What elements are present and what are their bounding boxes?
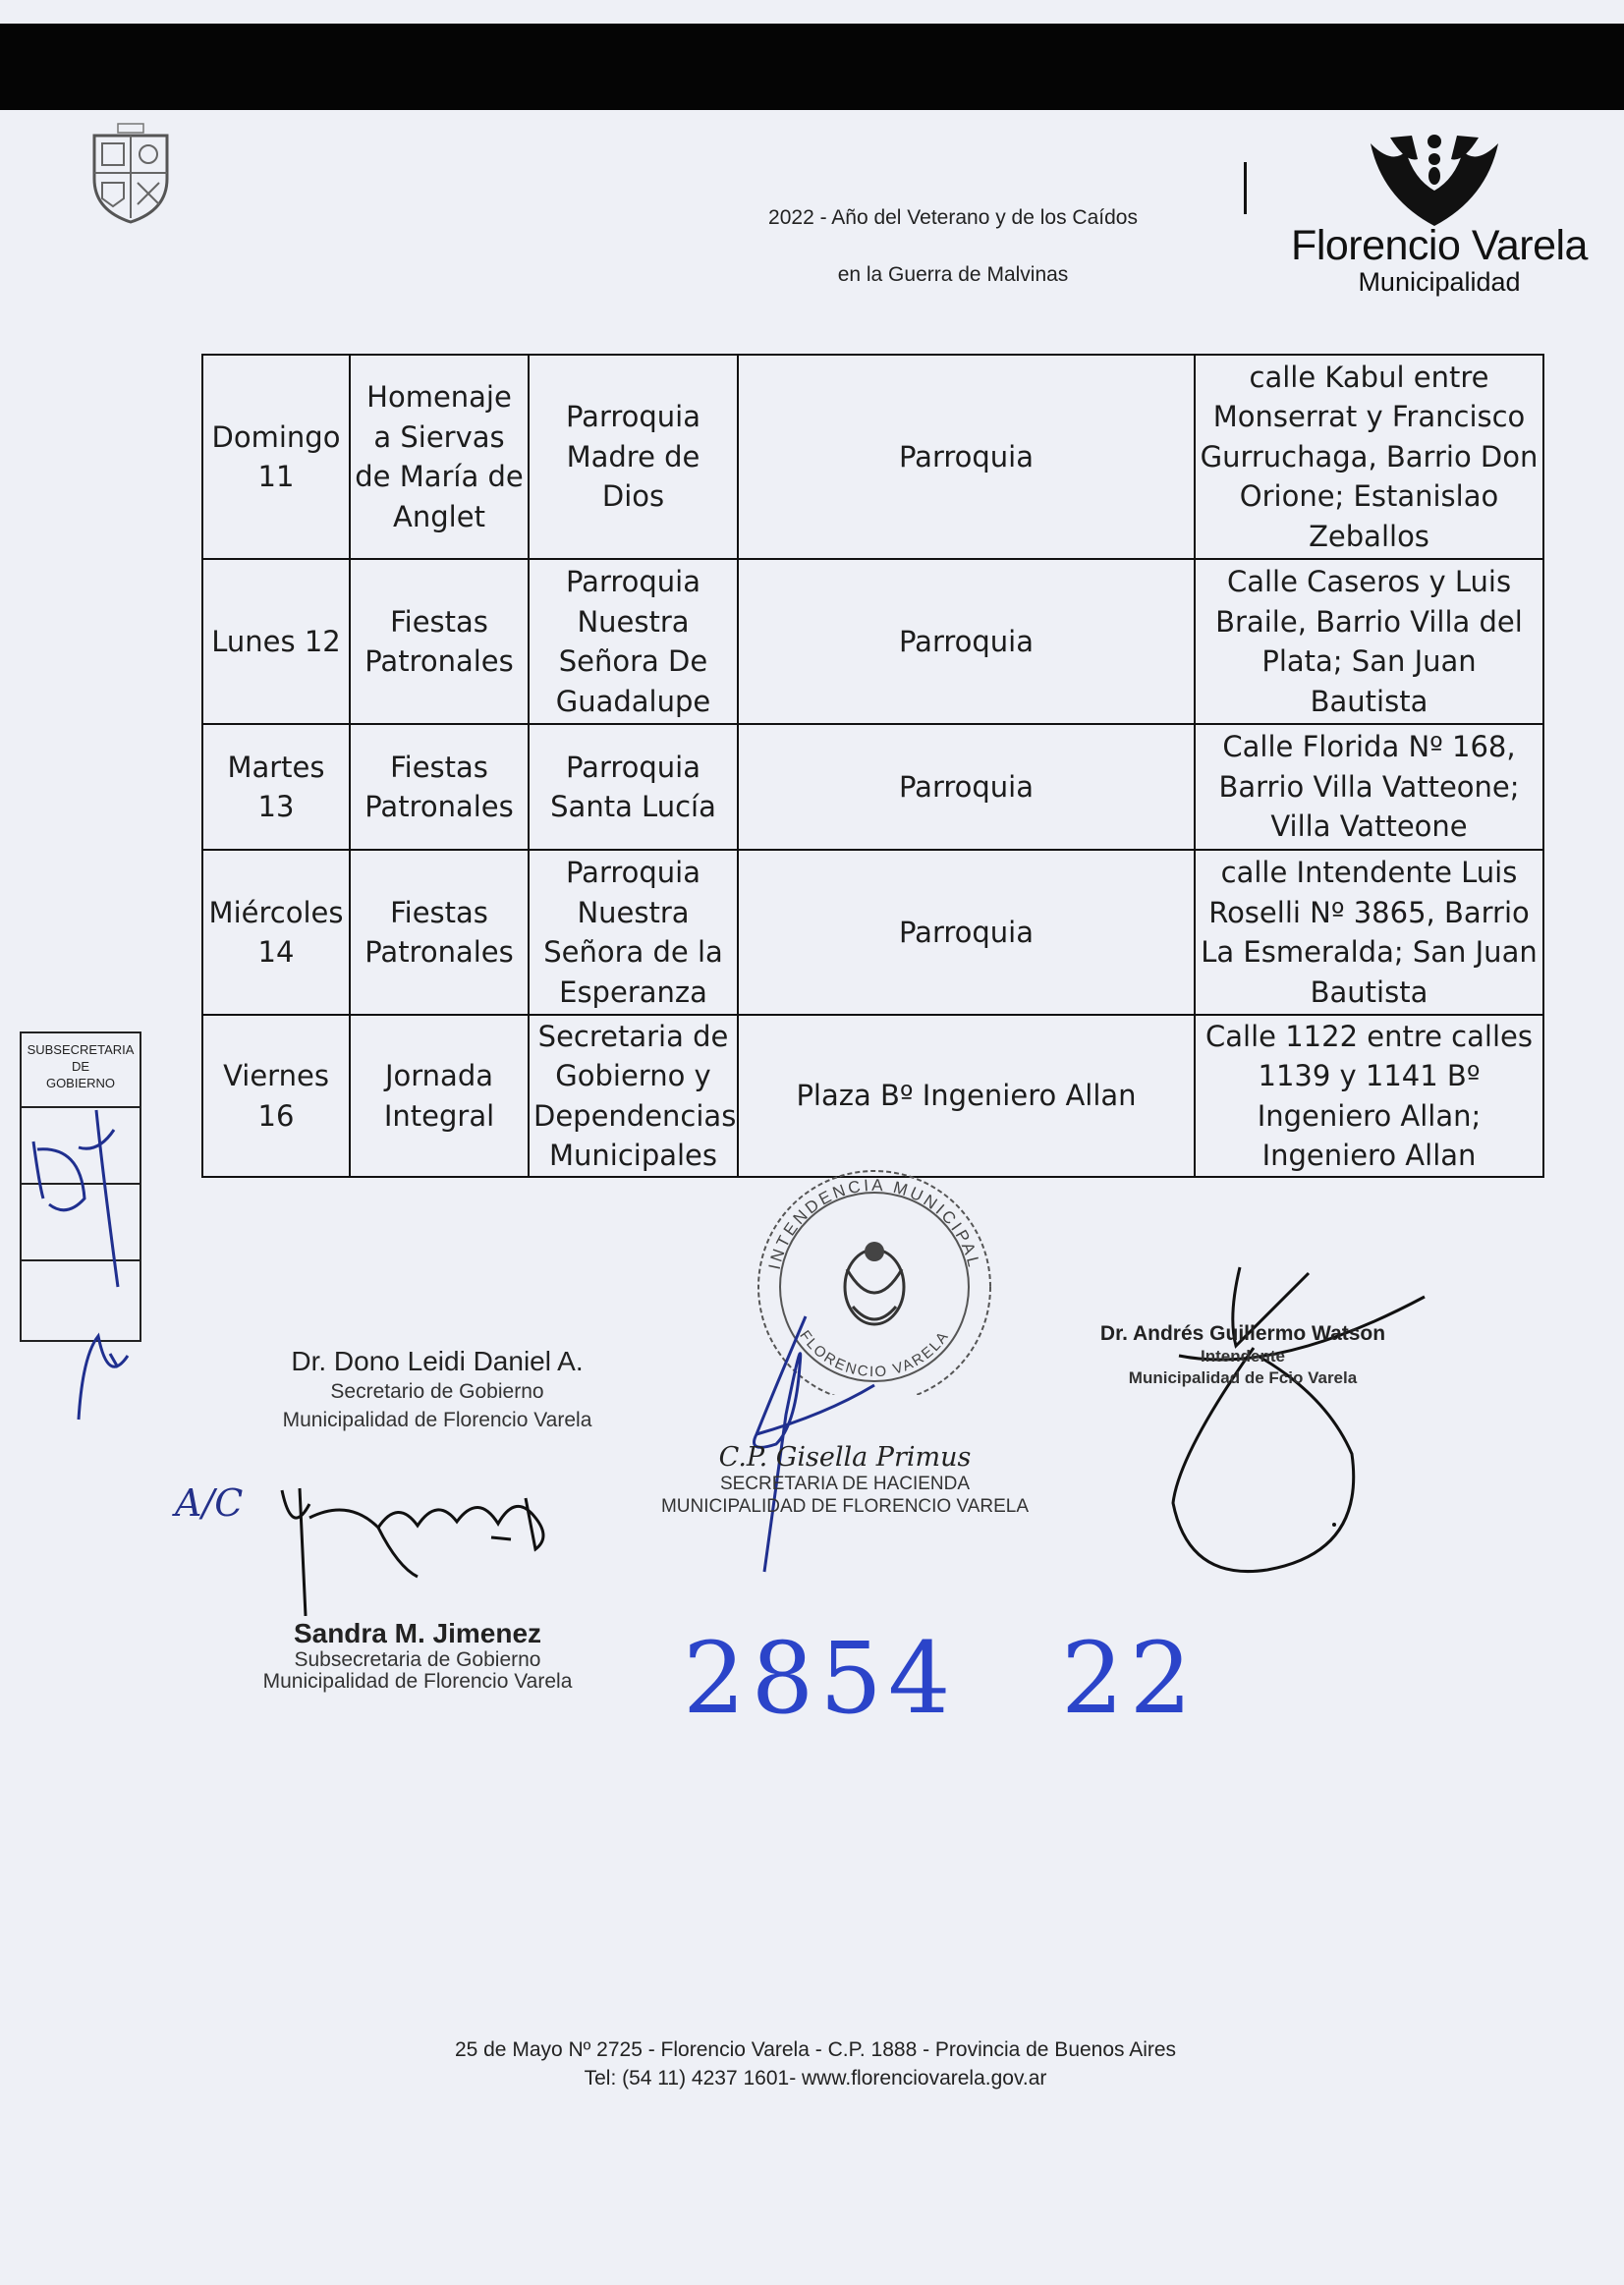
subsecretaria-stamp-box bbox=[20, 1031, 141, 1342]
footer-address: 25 de Mayo Nº 2725 - Florencio Varela - C.P. 1888 - Provincia de Buenos Aires bbox=[454, 2038, 1177, 2061]
stamp-header bbox=[22, 1033, 140, 1108]
stamp-line: SUBSECRETARIA bbox=[27, 1042, 135, 1057]
day-cell: Martes 13 bbox=[202, 724, 350, 850]
organizer-cell: Parroquia Nuestra Señora De Guadalupe bbox=[529, 559, 738, 724]
table-row bbox=[202, 724, 1543, 850]
redaction-bar bbox=[0, 24, 1624, 110]
organizer-cell: Parroquia Nuestra Señora de la Esperanza bbox=[529, 850, 738, 1015]
signer-org: MUNICIPALIDAD DE FLORENCIO VARELA bbox=[660, 1496, 1030, 1517]
signer-name: Dr. Andrés Guillermo Watson bbox=[1099, 1322, 1386, 1345]
sandra-signature bbox=[270, 1469, 565, 1616]
day-cell: Viernes 16 bbox=[202, 1015, 350, 1177]
signer-name: Sandra M. Jimenez bbox=[293, 1618, 542, 1648]
document-number-stamp: 2854 bbox=[683, 1621, 957, 1736]
signer-name: C.P. Gisella Primus bbox=[718, 1442, 972, 1473]
organizer-cell: Parroquia Madre de Dios bbox=[529, 355, 738, 559]
svg-text:FLORENCIO VARELA bbox=[796, 1327, 952, 1380]
day-cell: Lunes 12 bbox=[202, 559, 350, 724]
venue-cell: Parroquia bbox=[738, 850, 1195, 1015]
signer-role: Secretario de Gobierno bbox=[330, 1380, 544, 1403]
seal-top-text: INTENDENCIA MUNICIPAL bbox=[764, 1175, 984, 1272]
address-cell: calle Kabul entre Monserrat y Francisco Gurruchaga, Barrio Don Orione; Estanislao Zeballos bbox=[1195, 355, 1543, 559]
florencio-varela-logo-icon bbox=[1361, 130, 1508, 228]
signer-name: Dr. Dono Leidi Daniel A. bbox=[291, 1346, 584, 1376]
address-cell: calle Intendente Luis Roselli Nº 3865, Barrio La Esmeralda; San Juan Bautista bbox=[1195, 850, 1543, 1015]
seal-bottom-text: FLORENCIO VARELA bbox=[796, 1327, 953, 1381]
venue-cell: Parroquia bbox=[738, 724, 1195, 850]
signer-role: Subsecretaria de Gobierno bbox=[294, 1648, 541, 1671]
signature-block-gisella bbox=[648, 1442, 1041, 1518]
footer-contact: Tel: (54 11) 4237 1601- www.florenciovarela.gov.ar bbox=[584, 2067, 1047, 2090]
signature-block-sandra bbox=[241, 1618, 594, 1693]
municipal-crest-icon bbox=[88, 122, 173, 226]
table-row bbox=[202, 1015, 1543, 1177]
table-row bbox=[202, 355, 1543, 559]
event-cell: Fiestas Patronales bbox=[350, 559, 529, 724]
address-cell: Calle 1122 entre calles 1139 y 1141 Bº Ingeniero Allan; Ingeniero Allan bbox=[1195, 1015, 1543, 1177]
signer-org: Municipalidad de Florencio Varela bbox=[262, 1670, 573, 1693]
stamp-line: GOBIERNO bbox=[45, 1076, 116, 1090]
stamp-cell bbox=[22, 1185, 140, 1261]
event-cell: Fiestas Patronales bbox=[350, 724, 529, 850]
organizer-cell: Secretaria de Gobierno y Dependencias Municipales bbox=[529, 1015, 738, 1177]
event-cell: Homenaje a Siervas de María de Anglet bbox=[350, 355, 529, 559]
signer-role: Intendente bbox=[1201, 1347, 1285, 1365]
organizer-cell: Parroquia Santa Lucía bbox=[529, 724, 738, 850]
venue-cell: Parroquia bbox=[738, 559, 1195, 724]
address-cell: Calle Caseros y Luis Braile, Barrio Villa del Plata; San Juan Bautista bbox=[1195, 559, 1543, 724]
year-slogan-line1: 2022 - Año del Veterano y de los Caídos bbox=[768, 206, 1138, 229]
event-cell: Jornada Integral bbox=[350, 1015, 529, 1177]
stamp-cell bbox=[22, 1261, 140, 1336]
stamp-cell bbox=[22, 1108, 140, 1185]
municipal-seal-icon bbox=[737, 1159, 1012, 1395]
signature-block-dono bbox=[241, 1346, 634, 1434]
andres-signature bbox=[1159, 1257, 1434, 1582]
day-cell: Miércoles 14 bbox=[202, 850, 350, 1015]
events-table bbox=[201, 354, 1544, 1178]
brand-subtitle: Municipalidad bbox=[1358, 267, 1521, 297]
brand-name: Florencio Varela bbox=[1291, 222, 1588, 269]
venue-cell: Parroquia bbox=[738, 355, 1195, 559]
event-cell: Fiestas Patronales bbox=[350, 850, 529, 1015]
address-cell: Calle Florida Nº 168, Barrio Villa Vatteone; Villa Vatteone bbox=[1195, 724, 1543, 850]
day-cell: Domingo 11 bbox=[202, 355, 350, 559]
document-year-stamp: 22 bbox=[1061, 1621, 1199, 1736]
signer-org: Municipalidad de Fcio Varela bbox=[1128, 1368, 1358, 1387]
venue-cell: Plaza Bº Ingeniero Allan bbox=[738, 1015, 1195, 1177]
signer-role: SECRETARIA DE HACIENDA bbox=[719, 1474, 971, 1494]
table-row bbox=[202, 850, 1543, 1015]
signer-org: Municipalidad de Florencio Varela bbox=[282, 1409, 592, 1431]
ac-annotation: A/C bbox=[175, 1481, 244, 1525]
year-slogan-line2: en la Guerra de Malvinas bbox=[837, 263, 1069, 286]
stamp-line: DE bbox=[71, 1059, 90, 1074]
signature-block-andres bbox=[1086, 1322, 1400, 1389]
table-row bbox=[202, 559, 1543, 724]
header-divider bbox=[1244, 162, 1247, 214]
